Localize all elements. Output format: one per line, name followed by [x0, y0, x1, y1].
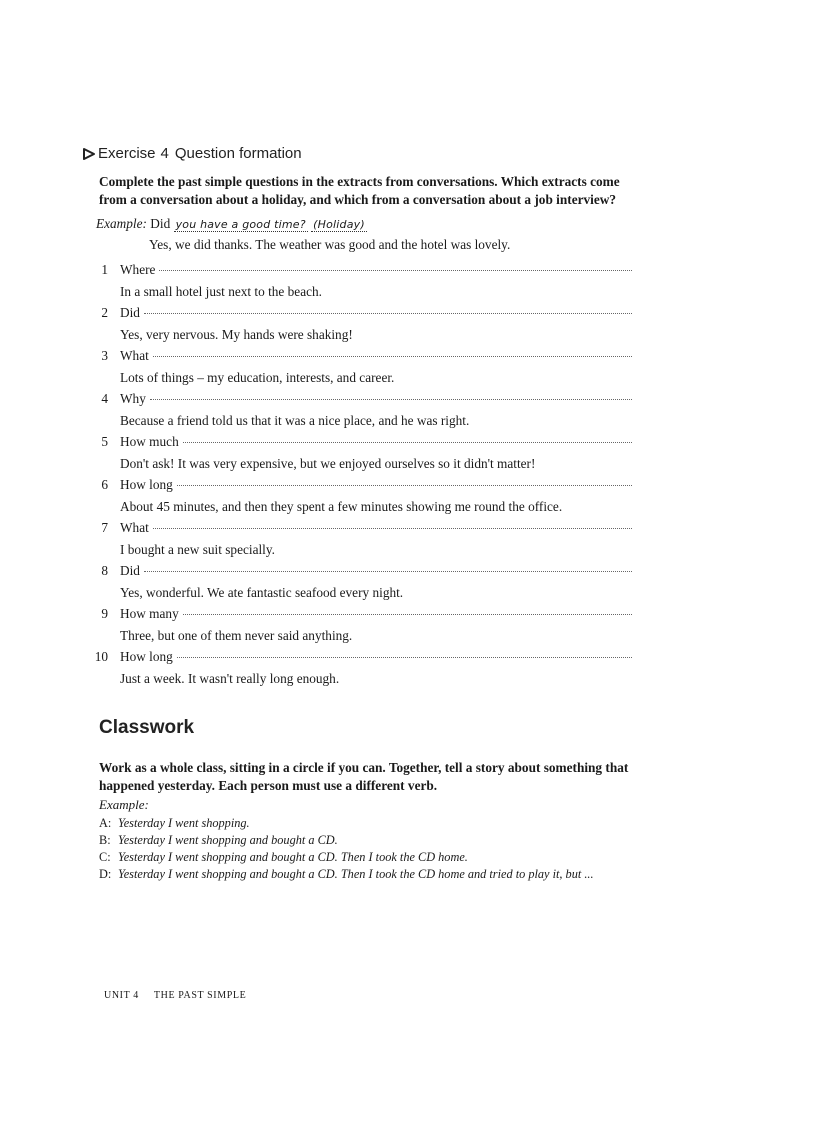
question-line	[120, 391, 632, 407]
question-item	[0, 348, 816, 391]
question-number: 4	[101, 391, 108, 406]
classwork-dialogue	[99, 815, 619, 883]
question-item	[0, 305, 816, 348]
question-line	[120, 305, 632, 321]
footer-unit: UNIT 4	[104, 990, 139, 1001]
page-footer	[104, 990, 246, 1001]
question-number: 9	[101, 606, 108, 621]
question-number: 10	[94, 649, 108, 664]
example-reply: Yes, we did thanks. The weather was good and the hotel was lovely.	[149, 237, 511, 252]
answer-blank[interactable]	[153, 355, 632, 357]
question-prompt: How many	[120, 606, 179, 621]
example-prefix: Did	[150, 216, 171, 231]
question-reply: I bought a new suit specially.	[120, 542, 275, 557]
answer-blank[interactable]	[153, 527, 632, 529]
exercise-number: 4	[160, 145, 169, 162]
question-number: 8	[101, 563, 108, 578]
answer-blank[interactable]	[177, 656, 632, 658]
question-prompt: How long	[120, 477, 173, 492]
question-item	[0, 649, 816, 692]
question-item	[0, 391, 816, 434]
dialogue-speaker: A:	[99, 816, 112, 830]
question-line	[120, 348, 632, 364]
question-number: 7	[101, 520, 108, 535]
dialogue-speaker: C:	[99, 850, 111, 864]
question-line	[120, 434, 632, 450]
question-prompt: How much	[120, 434, 179, 449]
question-item	[0, 606, 816, 649]
answer-blank[interactable]	[144, 312, 632, 314]
exercise-heading	[82, 145, 302, 162]
dialogue-line	[99, 866, 619, 883]
dialogue-speaker: B:	[99, 833, 111, 847]
dialogue-text: Yesterday I went shopping.	[118, 816, 250, 830]
question-item	[0, 477, 816, 520]
question-reply: Just a week. It wasn't really long enough.	[120, 671, 340, 686]
exercise-label: Exercise	[98, 145, 156, 162]
answer-blank[interactable]	[150, 398, 632, 400]
question-number: 2	[101, 305, 108, 320]
question-prompt: Why	[120, 391, 146, 406]
question-line	[120, 606, 632, 622]
question-reply: In a small hotel just next to the beach.	[120, 284, 322, 299]
question-reply: Yes, wonderful. We ate fantastic seafood every night.	[120, 585, 404, 600]
question-number: 1	[101, 262, 108, 277]
question-prompt: What	[120, 520, 149, 535]
classwork-example-label: Example:	[99, 797, 149, 812]
dialogue-text: Yesterday I went shopping and bought a CD. Then I took the CD home and tried to play it, but ...	[118, 867, 594, 881]
dialogue-line	[99, 849, 619, 866]
question-prompt: What	[120, 348, 149, 363]
question-reply: Because a friend told us that it was a nice place, and he was right.	[120, 413, 470, 428]
example-label: Example:	[96, 216, 147, 231]
classwork-instruction: Work as a whole class, sitting in a circle if you can. Together, tell a story about something that happened yesterday. Each person must use a different verb.	[99, 760, 629, 793]
exercise-instruction: Complete the past simple questions in the extracts from conversations. Which extracts come from a conversation about a holiday, and which from a conversation about a job interview?	[99, 174, 620, 207]
answer-blank[interactable]	[183, 441, 632, 443]
answer-blank[interactable]	[183, 613, 632, 615]
question-item	[0, 434, 816, 477]
answer-blank[interactable]	[144, 570, 632, 572]
answer-blank[interactable]	[159, 269, 632, 271]
question-number: 5	[101, 434, 108, 449]
question-number: 3	[101, 348, 108, 363]
dialogue-line	[99, 815, 619, 832]
answer-blank[interactable]	[177, 484, 632, 486]
play-arrow-icon	[82, 147, 96, 161]
question-prompt: Did	[120, 563, 140, 578]
classwork-title: Classwork	[99, 717, 195, 738]
question-item	[0, 520, 816, 563]
question-line	[120, 520, 632, 536]
question-reply: Lots of things – my education, interests, and career.	[120, 370, 395, 385]
question-line	[120, 649, 632, 665]
question-reply: Three, but one of them never said anything.	[120, 628, 353, 643]
question-item	[0, 262, 816, 305]
dialogue-line	[99, 832, 619, 849]
question-line	[120, 262, 632, 278]
question-item	[0, 563, 816, 606]
question-prompt: Where	[120, 262, 156, 277]
question-prompt: How long	[120, 649, 173, 664]
dialogue-text: Yesterday I went shopping and bought a CD. Then I took the CD home.	[118, 850, 468, 864]
example-line	[96, 216, 367, 232]
question-reply: Yes, very nervous. My hands were shaking!	[120, 327, 353, 342]
dialogue-text: Yesterday I went shopping and bought a CD.	[118, 833, 338, 847]
question-reply: Don't ask! It was very expensive, but we enjoyed ourselves so it didn't matter!	[120, 456, 536, 471]
footer-title: THE PAST SIMPLE	[153, 990, 247, 1001]
question-line	[120, 477, 632, 493]
question-list	[0, 262, 816, 692]
question-line	[120, 563, 632, 579]
example-handwritten-note: (Holiday)	[313, 218, 365, 231]
example-handwritten-answer: you have a good time?	[175, 218, 306, 231]
dialogue-speaker: D:	[99, 867, 112, 881]
question-prompt: Did	[120, 305, 140, 320]
question-reply: About 45 minutes, and then they spent a few minutes showing me round the office.	[120, 499, 563, 514]
question-number: 6	[101, 477, 108, 492]
exercise-title: Question formation	[174, 145, 302, 162]
